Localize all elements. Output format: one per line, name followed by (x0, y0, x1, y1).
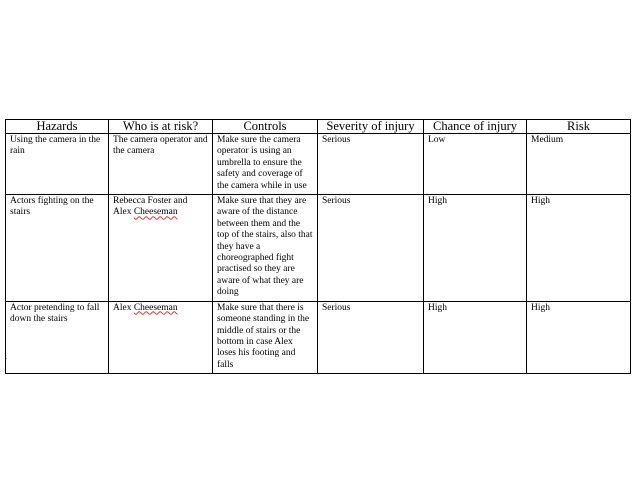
risk-cell: Medium (527, 134, 631, 195)
hazard-cell: Using the camera in the rain (6, 134, 109, 195)
table-row (6, 134, 631, 195)
risk-assessment-table (5, 119, 631, 374)
who-first-name: Alex (113, 302, 132, 313)
who-at-risk-cell (109, 301, 213, 373)
header-severity-of-injury: Severity of injury (318, 120, 424, 134)
chance-cell: High (424, 195, 527, 302)
header-hazards: Hazards (6, 120, 109, 134)
risk-cell: High (527, 301, 631, 373)
hazard-cell: Actor pretending to fall down the stairs (6, 301, 109, 373)
controls-cell: Make sure that there is someone standing in the middle of stairs or the bottom in case Alex loses his footing and falls (213, 301, 318, 373)
chance-cell: High (424, 301, 527, 373)
who-last-name: Cheeseman (133, 302, 178, 313)
severity-cell: Serious (318, 301, 424, 373)
who-name-second-last: Cheeseman (133, 207, 178, 218)
controls-cell: Make sure that they are aware of the distance between them and the top of the stairs, also that they have a choreographed fight practised so they are aware of what they are doing (213, 195, 318, 302)
controls-cell: Make sure the camera operator is using an umbrella to ensure the safety and coverage of the camera while in use (213, 134, 318, 195)
chance-cell: Low (424, 134, 527, 195)
table-row (6, 195, 631, 302)
risk-cell: High (527, 195, 631, 302)
header-chance-of-injury: Chance of injury (424, 120, 527, 134)
header-who-is-at-risk: Who is at risk? (109, 120, 213, 134)
header-row (6, 120, 631, 134)
who-at-risk-cell (109, 195, 213, 302)
who-name-second-first: Alex (113, 207, 132, 218)
who-at-risk-cell: The camera operator and the camera (109, 134, 213, 195)
table-row (6, 301, 631, 373)
trailing-paragraph-mark: . (5, 352, 7, 361)
header-controls: Controls (213, 120, 318, 134)
header-risk: Risk (527, 120, 631, 134)
who-name-first: Rebecca Foster and (113, 196, 188, 207)
severity-cell: Serious (318, 134, 424, 195)
severity-cell: Serious (318, 195, 424, 302)
hazard-cell: Actors fighting on the stairs (6, 195, 109, 302)
